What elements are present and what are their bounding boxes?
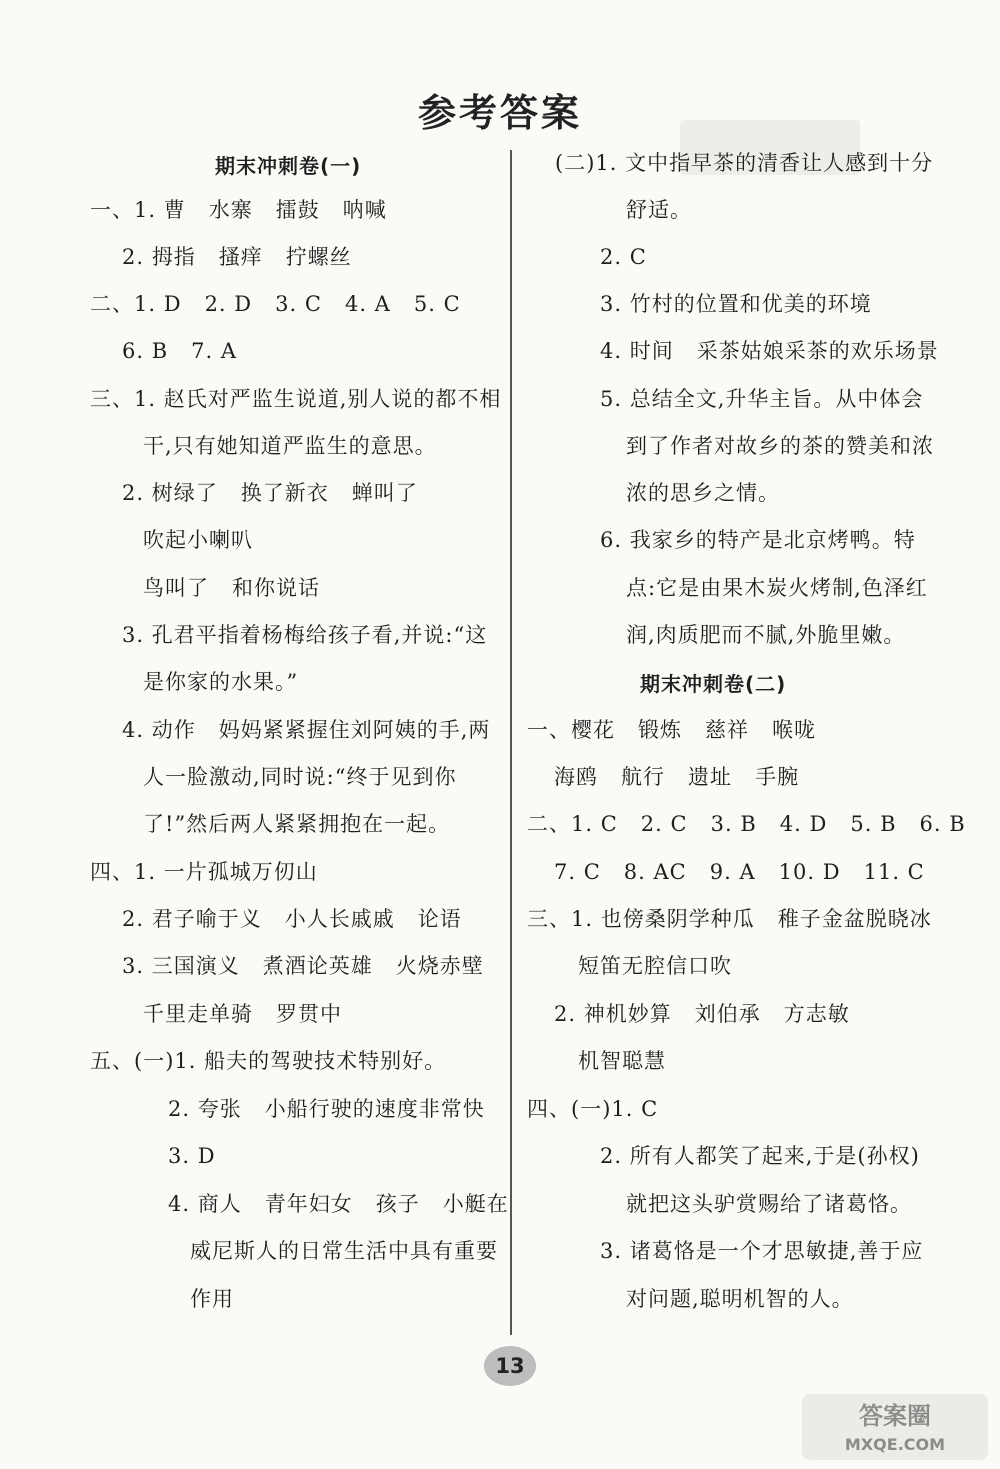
answer-line: 四、1. 一片孤城万仞山 [90,860,318,884]
answer-line: 就把这头驴赏赐给了诸葛恪。 [626,1192,912,1216]
page-number: 13 [484,1346,536,1386]
answer-line: 3. D [168,1144,216,1168]
answer-line: 舒适。 [626,198,692,222]
answer-line: 对问题,聪明机智的人。 [626,1287,854,1311]
answer-line: 千里走单骑 罗贯中 [143,1002,343,1026]
answer-line: 吹起小喇叭 [143,528,253,552]
answer-line: (二)1. 文中指早茶的清香让人感到十分 [555,151,934,175]
answer-line: 威尼斯人的日常生活中具有重要 [190,1239,498,1263]
answer-line: 7. C 8. AC 9. A 10. D 11. C [554,860,925,884]
answer-line: 鸟叫了 和你说话 [143,576,321,600]
answer-line: 四、(一)1. C [527,1097,659,1121]
answer-line: 一、1. 曹 水寨 擂鼓 呐喊 [90,198,387,222]
answer-line: 海鸥 航行 遗址 手腕 [554,765,800,789]
answer-line: 润,肉质肥而不腻,外脆里嫩。 [626,623,906,647]
answer-line: 2. 拇指 搔痒 拧螺丝 [122,245,352,269]
answer-line: 2. 所有人都笑了起来,于是(孙权) [600,1144,920,1168]
answer-line: 三、1. 赵氏对严监生说道,别人说的都不相 [90,387,502,411]
answer-line: 4. 动作 妈妈紧紧握住刘阿姨的手,两 [122,718,491,742]
answer-line: 5. 总结全文,升华主旨。从中体会 [600,387,924,411]
answer-line: 作用 [190,1287,234,1311]
section-heading-exam-1: 期末冲刺卷(一) [215,154,362,178]
answer-line: 6. 我家乡的特产是北京烤鸭。特 [600,528,916,552]
answer-line: 3. 诸葛恪是一个才思敏捷,善于应 [600,1239,924,1263]
answer-line: 二、1. C 2. C 3. B 4. D 5. B 6. B [527,812,966,836]
svg-text:答案圈: 答案圈 [859,1402,931,1430]
answer-line: 是你家的水果。” [143,670,299,694]
answer-line: 3. 孔君平指着杨梅给孩子看,并说:“这 [122,623,488,647]
answer-line: 三、1. 也傍桑阴学种瓜 稚子金盆脱晓冰 [527,907,932,931]
answer-line: 短笛无腔信口吹 [578,954,732,978]
answer-line: 4. 时间 采茶姑娘采茶的欢乐场景 [600,339,939,363]
answer-line: 人一脸激动,同时说:“终于见到你 [143,765,457,789]
answer-line: 了!”然后两人紧紧拥抱在一起。 [143,812,451,836]
answer-line: 2. 夸张 小船行驶的速度非常快 [168,1097,485,1121]
answer-line: 点:它是由果木炭火烤制,色泽红 [626,576,928,600]
answer-line: 4. 商人 青年妇女 孩子 小艇在 [168,1192,509,1216]
answer-line: 2. 神机妙算 刘伯承 方志敏 [554,1002,850,1026]
answer-line: 3. 三国演义 煮酒论英雄 火烧赤壁 [122,954,484,978]
answer-line: 干,只有她知道严监生的意思。 [143,434,437,458]
watermark-logo [800,1392,990,1462]
answer-line: 2. 树绿了 换了新衣 蝉叫了 [122,481,418,505]
section-heading-exam-2: 期末冲刺卷(二) [640,672,787,696]
answer-line: 到了作者对故乡的茶的赞美和浓 [626,434,934,458]
answer-line: 一、樱花 锻炼 慈祥 喉咙 [527,718,817,742]
answer-line: 浓的思乡之情。 [626,481,780,505]
page-title: 参考答案 [417,91,582,135]
svg-text:MXQE.COM: MXQE.COM [844,1435,946,1454]
answer-line: 五、(一)1. 船夫的驾驶技术特别好。 [90,1049,447,1073]
answer-line: 2. C [600,245,647,269]
answer-line: 机智聪慧 [578,1049,666,1073]
answer-line: 二、1. D 2. D 3. C 4. A 5. C [90,292,461,316]
column-divider [510,150,512,1335]
answer-line: 2. 君子喻于义 小人长戚戚 论语 [122,907,462,931]
answer-line: 3. 竹村的位置和优美的环境 [600,292,872,316]
answer-line: 6. B 7. A [122,339,238,363]
